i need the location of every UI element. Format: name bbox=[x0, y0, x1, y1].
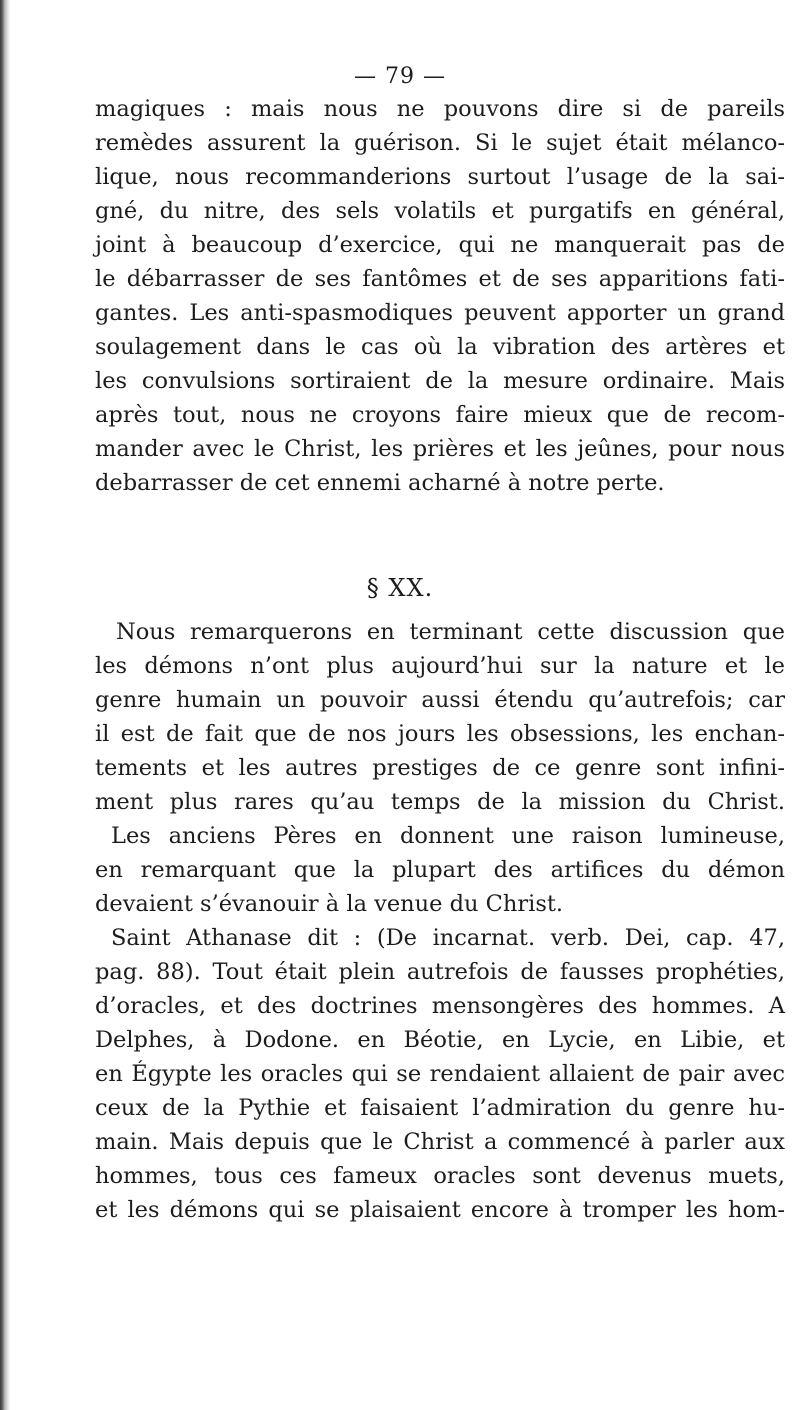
text-line: en Égypte les oracles qui se rendaient allaient de pair avec bbox=[95, 1061, 785, 1087]
text-line: gantes. Les anti-spasmodiques peuvent apporter un grand bbox=[95, 300, 785, 326]
text-line: hommes, tous ces fameux oracles sont devenus muets, bbox=[95, 1163, 785, 1189]
text-line: ceux de la Pythie et faisaient l’admiration du genre hu- bbox=[95, 1095, 785, 1121]
text-line: d’oracles, et des doctrines mensongères des hommes. A bbox=[95, 993, 785, 1019]
text-line: debarrasser de cet ennemi acharné à notre perte. bbox=[95, 470, 665, 496]
text-line: pag. 88). Tout était plein autrefois de fausses prophéties, bbox=[95, 959, 785, 985]
paragraph-2 bbox=[95, 615, 785, 1227]
text-line: soulagement dans le cas où la vibration des artères et bbox=[95, 334, 785, 360]
text-line: Delphes, à Dodone. en Béotie, en Lycie, en Libie, et bbox=[95, 1027, 785, 1053]
text-line: remèdes assurent la guérison. Si le sujet était mélanco- bbox=[95, 130, 785, 156]
text-line: en remarquant que la plupart des artifices du démon bbox=[95, 857, 785, 883]
page-binding-edge bbox=[0, 0, 10, 1410]
text-line: Saint Athanase dit : (De incarnat. verb. Dei, cap. 47, bbox=[111, 925, 785, 951]
section-heading: § XX. bbox=[366, 574, 434, 602]
text-line: les convulsions sortiraient de la mesure ordinaire. Mais bbox=[95, 368, 785, 394]
paragraph-1 bbox=[95, 92, 785, 500]
text-line: lique, nous recommanderions surtout l’usage de la sai- bbox=[95, 164, 785, 190]
text-line: Les anciens Pères en donnent une raison lumineuse, bbox=[111, 823, 785, 849]
text-line: après tout, nous ne croyons faire mieux que de recom- bbox=[95, 402, 785, 428]
text-line: il est de fait que de nos jours les obsessions, les enchan- bbox=[95, 721, 785, 747]
text-line: les démons n’ont plus aujourd’hui sur la nature et le bbox=[95, 653, 785, 679]
text-line: ment plus rares qu’au temps de la mission du Christ. bbox=[95, 789, 785, 815]
text-line: gné, du nitre, des sels volatils et purgatifs en général, bbox=[95, 198, 785, 224]
text-line: magiques : mais nous ne pouvons dire si de pareils bbox=[95, 96, 785, 122]
text-line: et les démons qui se plaisaient encore à tromper les hom- bbox=[95, 1197, 785, 1223]
text-line: tements et les autres prestiges de ce genre sont infini- bbox=[95, 755, 785, 781]
text-line: devaient s’évanouir à la venue du Christ. bbox=[95, 891, 564, 917]
text-line: le débarrasser de ses fantômes et de ses apparitions fati- bbox=[95, 266, 785, 292]
page-number: — 79 — bbox=[354, 64, 446, 89]
text-line: genre humain un pouvoir aussi étendu qu’autrefois; car bbox=[95, 687, 785, 713]
text-line: Nous remarquerons en terminant cette discussion que bbox=[116, 619, 785, 645]
text-line: mander avec le Christ, les prières et les jeûnes, pour nous bbox=[95, 436, 785, 462]
text-line: main. Mais depuis que le Christ a commencé à parler aux bbox=[95, 1129, 785, 1155]
text-line: joint à beaucoup d’exercice, qui ne manquerait pas de bbox=[95, 232, 785, 258]
